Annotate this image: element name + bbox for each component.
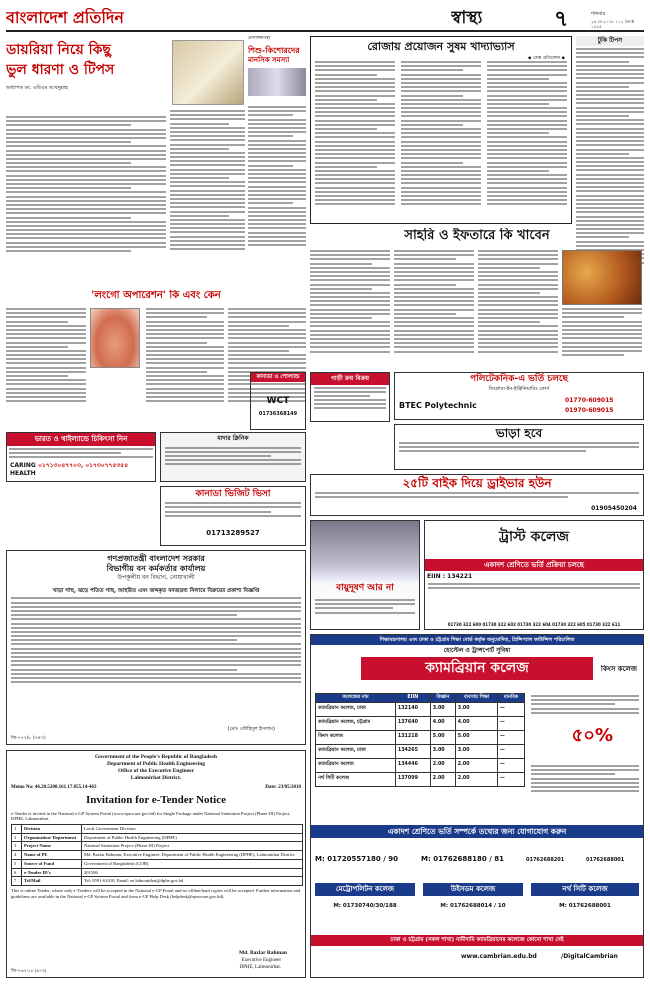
- cambrian-cell: 3.00: [455, 744, 497, 758]
- cambrian-cell: 134446: [395, 758, 430, 772]
- tender-cell: Tel/Mail: [22, 877, 82, 886]
- cambrian-row: [316, 744, 525, 758]
- tender-gov-1: Government of the People's Republic of Bangladesh: [95, 754, 217, 760]
- cambrian-cell: —: [498, 758, 525, 772]
- tender-gov-4: Lalmonirhat District.: [130, 774, 182, 781]
- tender-gov-3: Office of the Executive Engineer: [117, 767, 195, 774]
- article-title: টুকি টিপস: [576, 36, 644, 46]
- ad-phone-2: 01970-609015: [565, 407, 614, 414]
- tender-cell: e-Tender ID's: [22, 868, 82, 877]
- tender-cell: National Sanitation Project (Phase-III) Project: [82, 842, 303, 851]
- metro-college: মেট্রোপলিটন কলেজ: [315, 883, 415, 896]
- section-title: স্বাস্থ্য: [451, 8, 483, 28]
- cambrian-cell: 2.00: [430, 758, 455, 772]
- article-author: অধ্যাপক ডা. এবিএম আবদুল্লাহ: [6, 85, 68, 91]
- cambrian-cell: 137640: [395, 716, 430, 730]
- tender-title: Invitation for e-Tender Notice: [85, 793, 227, 806]
- tender-cell: 2: [12, 833, 22, 842]
- ad-canada-poland: [250, 372, 306, 430]
- article-tag: প্রাসঙ্গিকপন্থা: [248, 36, 271, 41]
- cambrian-cell: ক্যামব্রিয়ান কলেজ, চট্টগ্রাম: [316, 716, 396, 730]
- metro-phone: M: 01730740/30/188: [333, 903, 397, 909]
- cambrian-fb[interactable]: /DigitalCambrian: [561, 953, 618, 960]
- tender-cell: 4: [12, 851, 22, 860]
- page-number: ৭: [554, 7, 569, 32]
- tender-signer-2: Executive Engineer: [241, 957, 281, 963]
- ad-title: কানাডা ও পোল্যান্ড: [251, 373, 305, 382]
- tender-cell: Department of Public Health Engineering (DPHE): [82, 833, 303, 842]
- tender-cell: 5: [12, 859, 22, 868]
- ad-bike: [310, 474, 644, 516]
- tender-row: [12, 859, 303, 868]
- cambrian-cell: —: [498, 716, 525, 730]
- wisdom-college: উইসডম কলেজ: [423, 883, 523, 896]
- cambrian-header-cell: কলেজের নাম: [316, 694, 396, 703]
- cambrian-admission: একাদশ শ্রেণিতে ভর্তি সম্পর্কে তথ্যের জন্য যোগাযোগ করুন: [311, 825, 643, 838]
- tender-row: [12, 833, 303, 842]
- tender-date: Date: 23/05/2018: [265, 784, 301, 790]
- ad-canada-visa: [160, 486, 306, 546]
- article-title: রোজায় প্রয়োজন সুষম খাদ্যাভ্যাস: [367, 40, 515, 53]
- article-title: শিশু-কিশোরদের: [248, 44, 300, 55]
- tender-gov-2: Department of Public Health Engineering: [106, 760, 206, 767]
- tender-cell: 6: [12, 868, 22, 877]
- cambrian-cell: —: [498, 772, 525, 786]
- northcity-college: নর্থ সিটি কলেজ: [531, 883, 639, 896]
- cambrian-row: [316, 758, 525, 772]
- cambrian-cell: 4.00: [455, 716, 497, 730]
- tender-ref: জি-৭৬৭/১৮ (৪×৩): [11, 968, 47, 974]
- cambrian-hostel: হোস্টেল ও ট্রান্সপোর্ট সুবিধা: [443, 647, 511, 655]
- article-roza: [310, 36, 572, 224]
- cambrian-cell: 4.00: [430, 716, 455, 730]
- cambrian-cell: কিংস কলেজ: [316, 730, 396, 744]
- issue-day: শনিবার: [591, 11, 606, 17]
- cambrian-name: ক্যামব্রিয়ান কলেজ: [361, 657, 593, 681]
- ad-phones: 01730 322 600 01730 322 602 01730 322 604 01730 322 605 01730 322 611: [447, 622, 621, 627]
- tender-row: [12, 842, 303, 851]
- ad-mother-clinic: [160, 432, 306, 482]
- cambrian-cell: 5.00: [455, 730, 497, 744]
- masthead: [6, 6, 644, 32]
- ad-title: ২৫টি বাইক দিয়ে ড্রাইভার হউন: [402, 476, 552, 490]
- notice-ref: জি-৭৭৭/৮ (৩×৩): [11, 736, 46, 742]
- cambrian-cell: 131218: [395, 730, 430, 744]
- cambrian-phone-3: 01762688201: [526, 857, 565, 863]
- cambrian-table: [315, 693, 525, 787]
- notice-title-3: উপকূলীয় বন বিভাগ, নোয়াখালী: [117, 574, 195, 581]
- notice-title-1: গণপ্রজাতন্ত্রী বাংলাদেশ সরকার: [107, 554, 205, 563]
- child-image: [248, 68, 306, 96]
- wisdom-phone: M: 01762688014 / 10: [440, 903, 506, 909]
- anatomy-image: [90, 308, 140, 368]
- ad-phones: ০১৭১৩০৪৭৭০৩, ০১৭৩০৭৭৫৩৫৪: [37, 462, 129, 470]
- cambrian-row: [316, 730, 525, 744]
- tender-table: [11, 824, 303, 886]
- govt-notice: [6, 550, 306, 745]
- cambrian-cell: ক্যামব্রিয়ান কলেজ: [316, 758, 396, 772]
- tender-cell: Md. Bazlar Rahman, Executive Engineer, Department of Public Health Engineering (DPHE), Lalmonirhat District.: [82, 851, 303, 860]
- ad-title: মাদার ক্লিনিক: [217, 435, 249, 442]
- cambrian-bottom: ঢাকা ও চট্টগ্রাম (সকল শাখা) নামীদামি ক্যামব্রিয়ানের কলেজে কোনো শাখা নেই: [311, 935, 643, 946]
- article-title: 'লংগো অপারেশন' কি এবং কেন: [91, 290, 221, 301]
- ad-title: ট্রাস্ট কলেজ: [499, 529, 569, 545]
- tender-row: [12, 824, 303, 833]
- tender-cell: 201586: [82, 868, 303, 877]
- tender-cell: 7: [12, 877, 22, 886]
- cambrian-cell: 3.00: [430, 744, 455, 758]
- northcity-phone: M: 01762688001: [559, 903, 611, 909]
- tender-cell: Local Government Division: [82, 824, 303, 833]
- cambrian-cell: 5.00: [430, 730, 455, 744]
- ad-india-thai: [6, 432, 156, 482]
- cambrian-cell: 2.00: [455, 772, 497, 786]
- ad-org: ডিপ্লোমা-ইন-ইঞ্জিনিয়ারিং কোর্স: [488, 386, 550, 393]
- tender-cell: 1: [12, 824, 22, 833]
- cambrian-cell: 3.00: [455, 702, 497, 716]
- article-diarrhea-cont: [170, 110, 245, 290]
- cambrian-header-cell: বিজ্ঞান: [430, 694, 455, 703]
- tender-cell: Organization/ Department: [22, 833, 82, 842]
- ad-eiin: EIIN : 134221: [427, 573, 473, 581]
- ad-banner: একাদশ শ্রেণিতে ভর্তি প্রক্রিয়া চলছে: [425, 559, 643, 572]
- cambrian-header-cell: ব্যবসায় শিক্ষা: [455, 694, 497, 703]
- cambrian-header-cell: EIIN: [395, 694, 430, 703]
- ad-phone: 01713289527: [206, 528, 260, 537]
- ad-title: বায়ুদূষণ আর না: [336, 583, 394, 593]
- cambrian-row: [316, 772, 525, 786]
- cambrian-top: শিক্ষামন্ত্রণালয় এবং ঢাকা ও চট্টগ্রাম শিক্ষা বোর্ড কর্তৃক অনুমোদিত, প্রিন্সিপ্যাল কাউন্সিল পরিচালিত: [311, 635, 643, 645]
- tender-row: [12, 851, 303, 860]
- tender-cell: Name of PE: [22, 851, 82, 860]
- ad-polytechnic: [394, 372, 644, 420]
- ad-title: কানাডা ভিজিট ভিসা: [195, 489, 271, 499]
- cambrian-phone-4: 01762688001: [586, 857, 625, 863]
- tender-notice: [6, 750, 306, 978]
- cambrian-cell: 3.00: [430, 702, 455, 716]
- tender-cell: Government of Bangladesh (GOB): [82, 859, 303, 868]
- cambrian-cell: —: [498, 744, 525, 758]
- tender-cell: 3: [12, 842, 22, 851]
- ad-brand-2: HEALTH: [10, 469, 36, 477]
- article-sehri: [310, 228, 644, 368]
- tender-footer: This is online Tender, where only e-Tenders will be accepted in the National e-GP Portal and no offline/hard copies will be accepted. Further information and guidelines are available in the National e-GP System Portal and from e-GP Help Desk (helpdesk@eprocure.gov.bd).: [11, 888, 301, 899]
- ad-title: ভারত ও থাইল্যান্ডে চিকিৎসা নিন: [7, 433, 155, 446]
- kings-college: কিংস কলেজ: [600, 665, 637, 673]
- cambrian-phone-2: M: 01762688180 / 81: [421, 855, 504, 863]
- tender-cell: Project Name: [22, 842, 82, 851]
- cambrian-header-cell: মানবিক: [498, 694, 525, 703]
- tender-row: [12, 877, 303, 886]
- tender-cell: Division: [22, 824, 82, 833]
- cambrian-cell: নর্থ সিটি কলেজ: [316, 772, 396, 786]
- ad-title: ভাড়া হবে: [495, 426, 543, 440]
- article-title: সাহরি ও ইফতারে কি খাবেন: [404, 228, 550, 243]
- cambrian-row: [316, 702, 525, 716]
- notice-subject: খাড়া গাছ, ঝড়ে পতিত গাছ, আহরিত এবং জব্দকৃত বনজদ্রব্য নিলামে বিক্রয়ের প্রকাশ্য বিজ্ঞপ্তি: [52, 587, 260, 594]
- issue-date: ২৬ মে ২০১৮ । ১২ জ্যৈষ্ঠ ১৪২৫: [591, 19, 635, 30]
- cambrian-cell: 132140: [395, 702, 430, 716]
- cambrian-cell: 134265: [395, 744, 430, 758]
- cambrian-cell: —: [498, 730, 525, 744]
- cambrian-cell: ক্যামব্রিয়ান কলেজ, ঢাকা: [316, 702, 396, 716]
- cambrian-cell: 137099: [395, 772, 430, 786]
- article-subtitle: মানসিক সমস্যা: [248, 54, 290, 64]
- tender-cell: Source of Fund: [22, 859, 82, 868]
- water-glass-image: [172, 40, 244, 105]
- tender-signer: Md. Bazlar Rahman: [238, 950, 287, 957]
- cambrian-row: [316, 716, 525, 730]
- ad-cambrian: [310, 634, 644, 978]
- ad-name: BTEC Polytechnic: [399, 401, 477, 410]
- food-image: [562, 250, 642, 305]
- tender-intro: e-Tender is invited in the National e-GP System Portal (www.eprocure.gov.bd) for Single Package under National Sanitation Project (Phase-III) Project, DPHE, Lalmonirhat.: [11, 810, 291, 822]
- ad-title: গাড়ী ক্রয় বিক্রয়: [311, 373, 389, 385]
- cambrian-web[interactable]: www.cambrian.edu.bd: [461, 953, 537, 960]
- cambrian-cell: ক্যামব্রিয়ান কলেজ, ঢাকা: [316, 744, 396, 758]
- cambrian-fifty: ৫০%: [571, 725, 613, 746]
- article-child-mental: [248, 36, 306, 276]
- notice-title-2: বিভাগীয় বন কর্মকর্তার কার্যালয়: [106, 564, 206, 573]
- article-title-line1: ডায়রিয়া নিয়ে কিছু: [6, 42, 111, 58]
- ad-rent: [394, 424, 644, 470]
- tender-cell: Tel: 0591-61410, Email: ee.lalmonirhat@dphe.gov.bd: [82, 877, 303, 886]
- cambrian-cell: 2.00: [455, 758, 497, 772]
- tender-memo: Memo No: 46.20.5200.161.17.055.14-463: [11, 784, 97, 790]
- ad-phone: 01905450204: [591, 504, 637, 512]
- article-title-line2: ভুল ধারণা ও টিপস: [6, 61, 115, 78]
- ad-brand: CARING: [10, 462, 36, 470]
- ad-trust-college: [424, 520, 644, 630]
- ad-phone-1: 01770-609015: [565, 397, 614, 404]
- paper-name: বাংলাদেশ প্রতিদিন: [6, 8, 124, 27]
- article-diarrhea: [6, 36, 166, 286]
- ad-phone: 01736368149: [258, 411, 298, 418]
- notice-signer: (মোঃ তৌহিদুল ইসলাম): [227, 725, 275, 732]
- cambrian-phone-1: M: 01720557180 / 90: [315, 855, 398, 863]
- tender-row: [12, 868, 303, 877]
- tender-signer-3: DPHE, Lalmonirhat.: [239, 964, 281, 970]
- article-author: ◆ ডেস্ক প্রতিবেদন ◆: [528, 55, 565, 61]
- ad-air-pollution: [310, 520, 420, 630]
- ad-car: [310, 372, 390, 422]
- ad-title: পলিটেকনিক-এ ভর্তি চলছে: [470, 374, 568, 384]
- cambrian-cell: 2.00: [430, 772, 455, 786]
- article-body-text: [6, 116, 166, 254]
- ad-brand: WCT: [266, 395, 290, 406]
- cambrian-cell: —: [498, 702, 525, 716]
